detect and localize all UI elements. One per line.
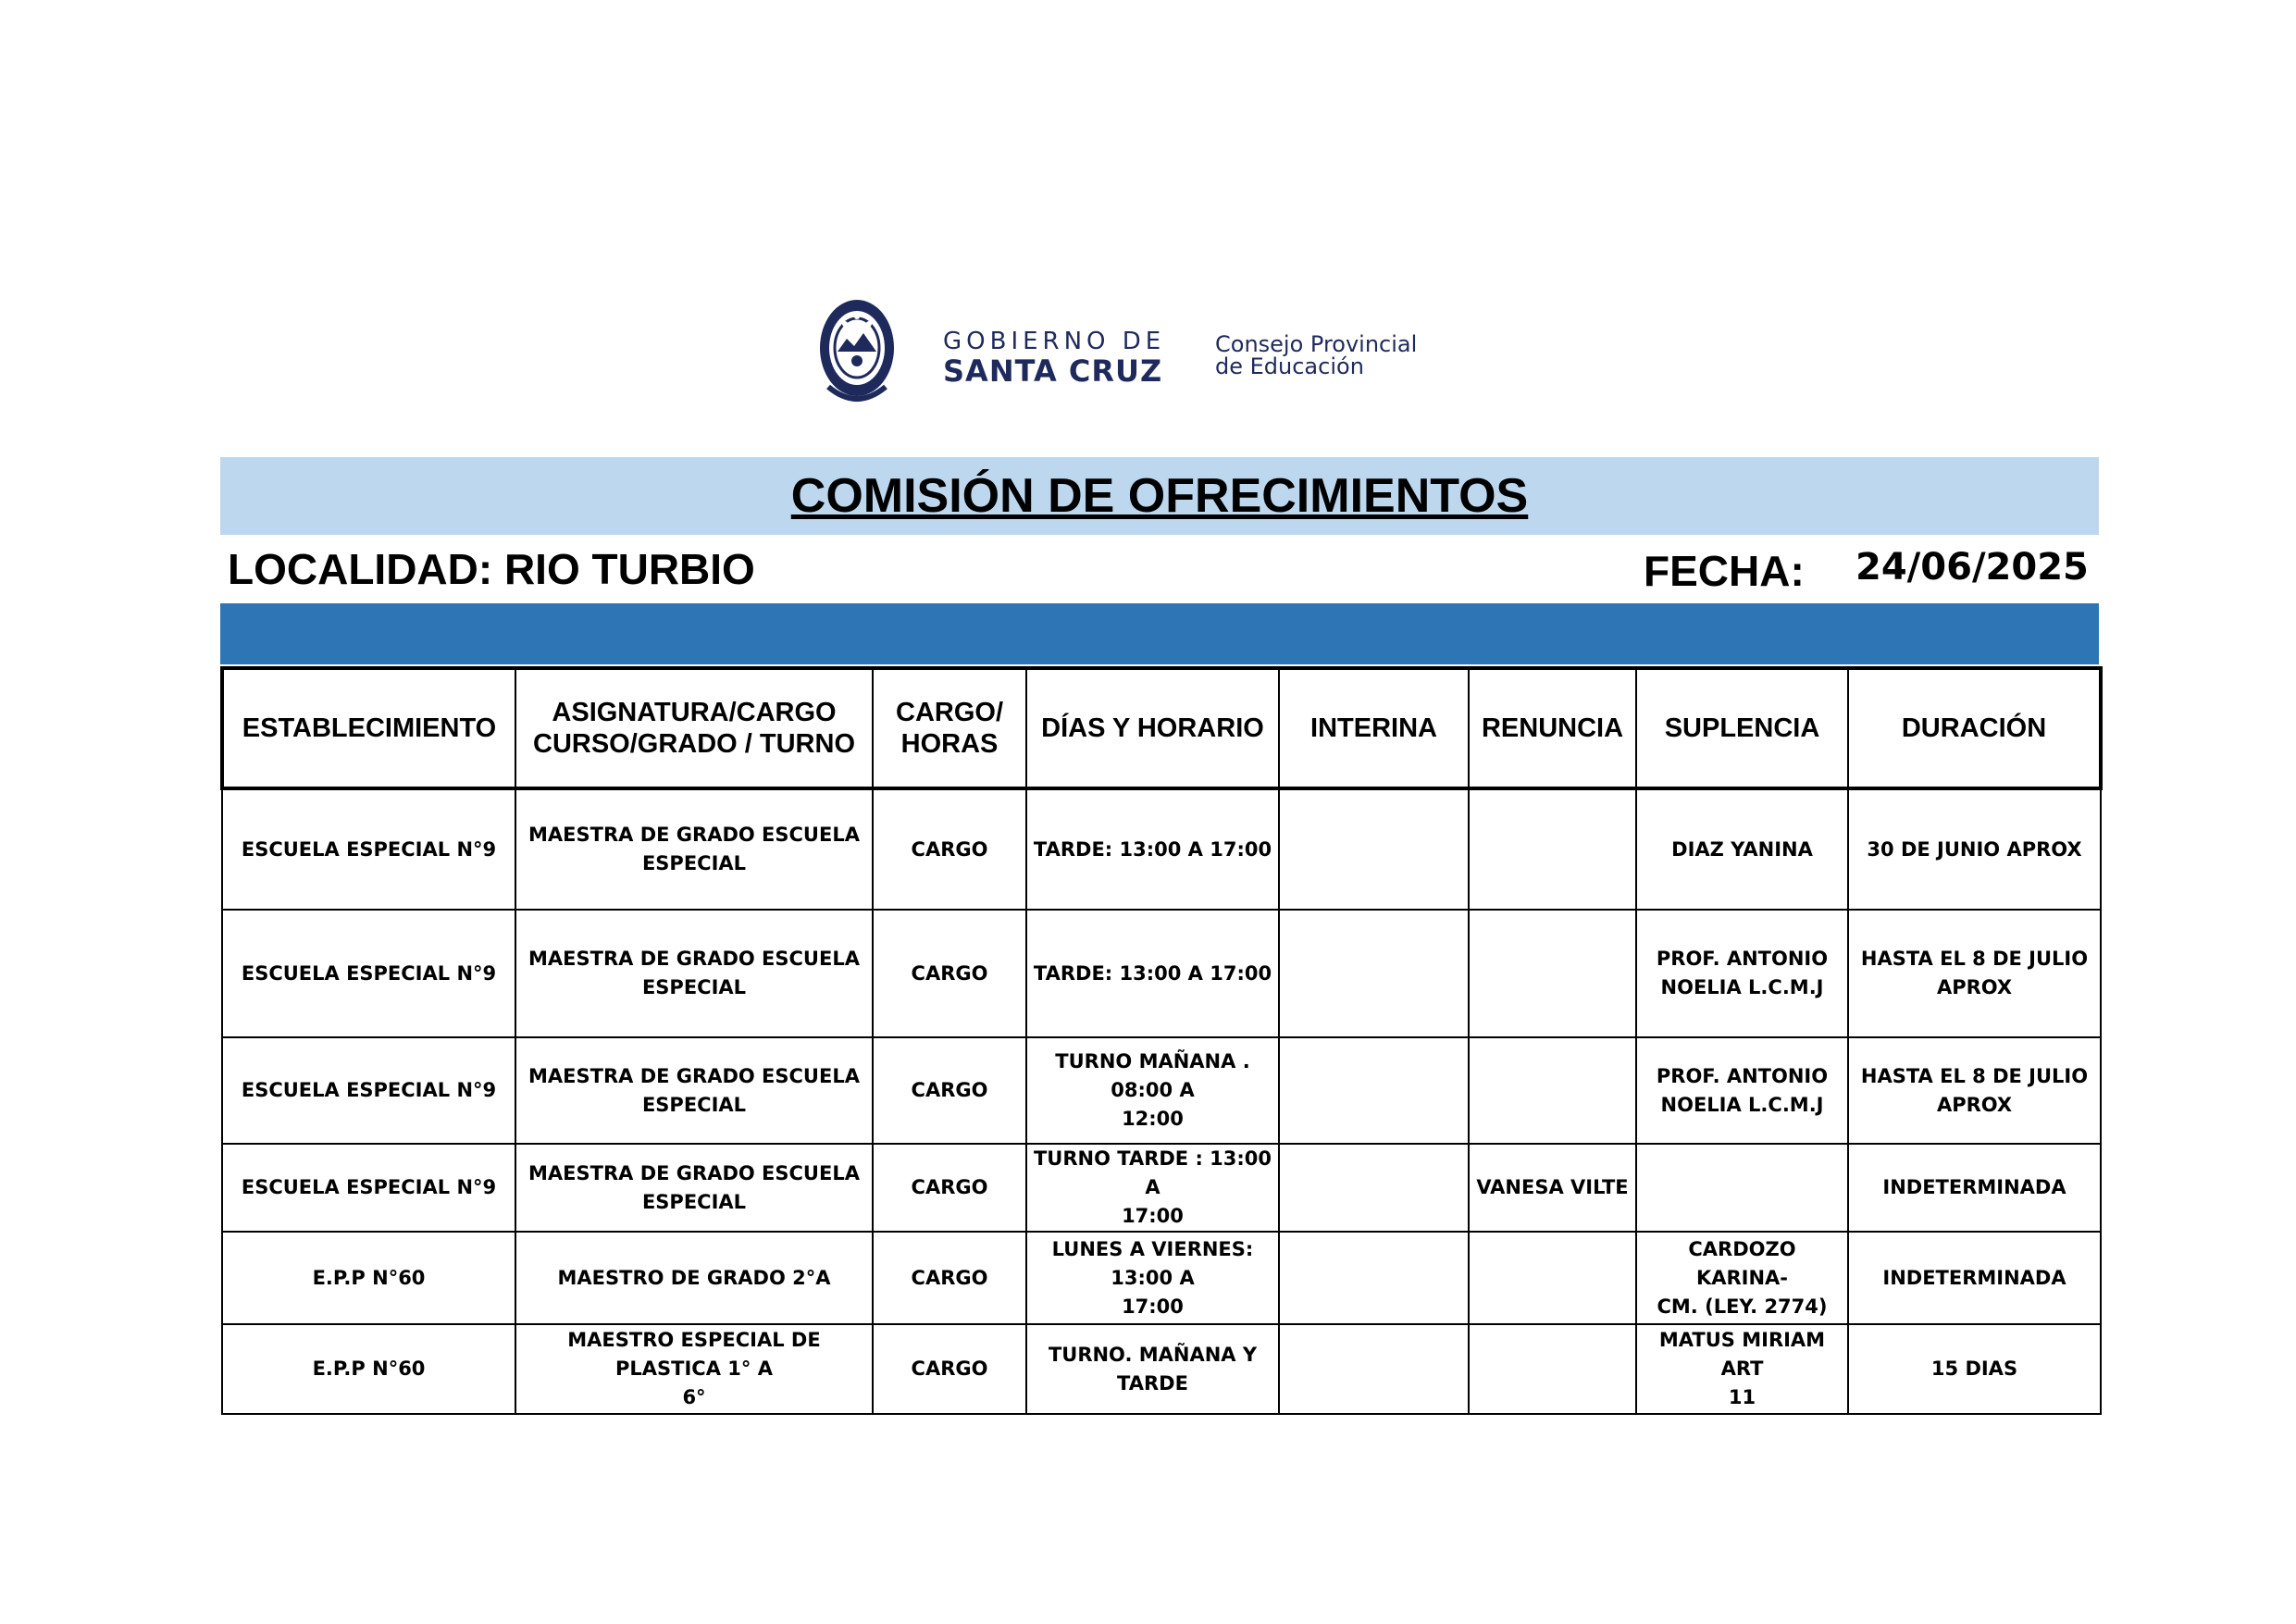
cell-asignatura: MAESTRO ESPECIAL DE PLASTICA 1° A 6° (515, 1324, 873, 1414)
title-band (220, 457, 2099, 535)
cell-asignatura: MAESTRA DE GRADO ESCUELA ESPECIAL (515, 1144, 873, 1232)
cell-duracion: HASTA EL 8 DE JULIO APROX (1848, 910, 2101, 1037)
cell-renuncia (1469, 1037, 1636, 1144)
header-interina: INTERINA (1279, 668, 1469, 788)
locality: LOCALIDAD: RIO TURBIO (228, 545, 755, 593)
date-value: 24/06/2025 (1855, 546, 2089, 589)
cell-interina (1279, 1037, 1469, 1144)
table-row (222, 1324, 2101, 1414)
table-row (222, 1037, 2101, 1144)
cell-duracion: INDETERMINADA (1848, 1144, 2101, 1232)
cell-asignatura: MAESTRA DE GRADO ESCUELA ESPECIAL (515, 788, 873, 910)
provincial-seal-icon (817, 294, 897, 405)
cell-establecimiento: ESCUELA ESPECIAL N°9 (222, 1144, 515, 1232)
cell-suplencia: CARDOZO KARINA- CM. (LEY. 2774) (1636, 1232, 1848, 1324)
header-dias: DÍAS Y HORARIO (1026, 668, 1279, 788)
header-renuncia: RENUNCIA (1469, 668, 1636, 788)
cell-duracion: HASTA EL 8 DE JULIO APROX (1848, 1037, 2101, 1144)
cell-asignatura: MAESTRO DE GRADO 2°A (515, 1232, 873, 1324)
header-suplencia: SUPLENCIA (1636, 668, 1848, 788)
header-cargo: CARGO/ HORAS (873, 668, 1026, 788)
cell-cargo: CARGO (873, 788, 1026, 910)
government-name-line1: GOBIERNO DE (943, 328, 1166, 355)
council-name-line1: Consejo Provincial (1215, 331, 1418, 357)
cell-renuncia (1469, 1232, 1636, 1324)
cell-establecimiento: ESCUELA ESPECIAL N°9 (222, 788, 515, 910)
cell-dias: TURNO. MAÑANA Y TARDE (1026, 1324, 1279, 1414)
cell-duracion: 15 DIAS (1848, 1324, 2101, 1414)
cell-dias: TURNO MAÑANA . 08:00 A 12:00 (1026, 1037, 1279, 1144)
cell-establecimiento: E.P.P N°60 (222, 1232, 515, 1324)
date-label: FECHA: (1644, 547, 1805, 595)
cell-suplencia: PROF. ANTONIO NOELIA L.C.M.J (1636, 1037, 1848, 1144)
cell-dias: TURNO TARDE : 13:00 A 17:00 (1026, 1144, 1279, 1232)
table-row (222, 1232, 2101, 1324)
header-row (222, 668, 2101, 788)
council-name-line2: de Educación (1215, 353, 1364, 379)
cell-dias: TARDE: 13:00 A 17:00 (1026, 788, 1279, 910)
cell-cargo: CARGO (873, 1232, 1026, 1324)
cell-establecimiento: ESCUELA ESPECIAL N°9 (222, 1037, 515, 1144)
cell-asignatura: MAESTRA DE GRADO ESCUELA ESPECIAL (515, 910, 873, 1037)
header-establecimiento: ESTABLECIMIENTO (222, 668, 515, 788)
cell-establecimiento: E.P.P N°60 (222, 1324, 515, 1414)
header-asignatura: ASIGNATURA/CARGO CURSO/GRADO / TURNO (515, 668, 873, 788)
government-name-line2: SANTA CRUZ (943, 353, 1163, 389)
cell-asignatura: MAESTRA DE GRADO ESCUELA ESPECIAL (515, 1037, 873, 1144)
cell-suplencia (1636, 1144, 1848, 1232)
cell-interina (1279, 1324, 1469, 1414)
cell-dias: LUNES A VIERNES: 13:00 A 17:00 (1026, 1232, 1279, 1324)
cell-renuncia: VANESA VILTE (1469, 1144, 1636, 1232)
cell-duracion: INDETERMINADA (1848, 1232, 2101, 1324)
blue-band (220, 603, 2099, 664)
cell-renuncia (1469, 788, 1636, 910)
table-row (222, 1144, 2101, 1232)
cell-interina (1279, 1144, 1469, 1232)
cell-cargo: CARGO (873, 910, 1026, 1037)
cell-duracion: 30 DE JUNIO APROX (1848, 788, 2101, 910)
cell-cargo: CARGO (873, 1144, 1026, 1232)
cell-cargo: CARGO (873, 1324, 1026, 1414)
cell-establecimiento: ESCUELA ESPECIAL N°9 (222, 910, 515, 1037)
cell-interina (1279, 910, 1469, 1037)
cell-suplencia: DIAZ YANINA (1636, 788, 1848, 910)
table-row (222, 910, 2101, 1037)
cell-cargo: CARGO (873, 1037, 1026, 1144)
cell-dias: TARDE: 13:00 A 17:00 (1026, 910, 1279, 1037)
cell-renuncia (1469, 1324, 1636, 1414)
cell-renuncia (1469, 910, 1636, 1037)
offers-table (220, 666, 2103, 1415)
cell-interina (1279, 788, 1469, 910)
table-row (222, 788, 2101, 910)
page-title: COMISIÓN DE OFRECIMIENTOS (790, 469, 1529, 523)
cell-suplencia: MATUS MIRIAM ART 11 (1636, 1324, 1848, 1414)
header-duracion: DURACIÓN (1848, 668, 2101, 788)
header-logo (817, 294, 1483, 410)
cell-interina (1279, 1232, 1469, 1324)
cell-suplencia: PROF. ANTONIO NOELIA L.C.M.J (1636, 910, 1848, 1037)
